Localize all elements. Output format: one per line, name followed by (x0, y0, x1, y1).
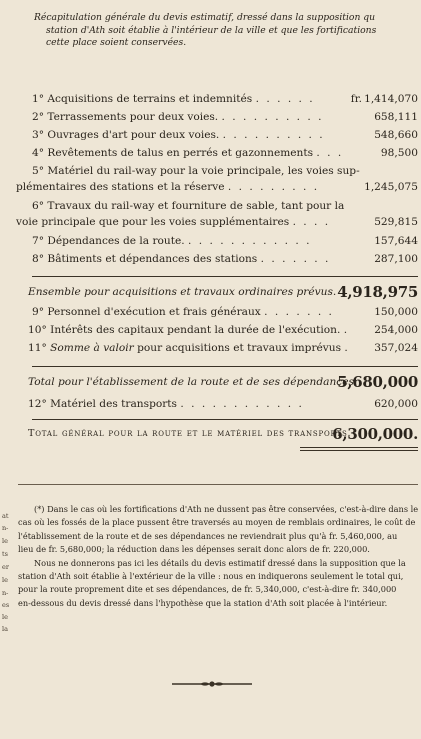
heading-line: cette place soient conservées. (46, 37, 187, 48)
cost-row (16, 252, 418, 267)
heading-line: station d'Ath soit établie à l'intérieur de la ville et que les fortifications (46, 24, 377, 36)
grand-total-value: 6,300,000. (332, 425, 418, 443)
footnote-line: lieu de fr. 5,680,000; la réduction dans les dépenses serait donc alors de fr. 220,000. (18, 544, 370, 555)
currency-label: fr. (350, 93, 362, 105)
subtotal-label: Ensemble pour acquisitions et travaux ordinaires prévus. (28, 286, 337, 298)
margin-mark: es (2, 601, 10, 609)
leader-dots: . . . . . . . . . . . . (180, 398, 304, 410)
cost-row (16, 92, 418, 107)
row-label: 12° Matériel des transports (28, 398, 177, 410)
divider (32, 276, 418, 277)
footnote-line: cas où les fossés de la place pussent être traversés au moyen de remblais ordinaires, le coût de (18, 517, 416, 528)
row-label: 4° Revêtements de talus en perrés et gazonnements (32, 147, 314, 159)
row-label: 1° Acquisitions de terrains et indemnités (32, 93, 253, 105)
row-value: 157,644 (374, 235, 418, 247)
margin-mark: n- (2, 589, 9, 597)
leader-dots: . . . . . . . . . . (222, 129, 325, 141)
row-label: 8° Bâtiments et dépendances des stations (32, 253, 258, 265)
row-label: 5° Matériel du rail-way pour la voie principale, les voies sup- (32, 165, 360, 177)
margin-mark: at (2, 512, 9, 520)
footnote-line: pour la route proprement dite et ses dépendances, de fr. 5,340,000, c'est-à-dire fr. 340,000 (18, 584, 397, 595)
margin-mark: ts (2, 550, 8, 558)
leader-dots: . . . . . . . . . . . . (188, 235, 312, 247)
leader-dots: . . . . (292, 216, 331, 228)
row-label: 3° Ouvrages d'art pour deux voies. (32, 129, 220, 141)
footnote-line: (*) Dans le cas où les fortifications d'Ath ne dussent pas être conservées, c'est-à-dire dans le (34, 504, 418, 514)
cost-row (16, 180, 418, 195)
margin-mark: n- (2, 524, 9, 532)
footnote-line: l'établissement de la route et de ses dépendances ne reviendrait plus qu'à fr. 5,460,000, au (18, 530, 398, 541)
footnotes (18, 503, 418, 610)
cost-row (16, 110, 418, 125)
heading-line: Récapitulation générale du devis estimatif, dressé dans la supposition qu (34, 12, 376, 23)
footnote-divider (18, 484, 418, 485)
cost-row (16, 397, 418, 412)
grand-total-label: Total général pour la route et le matériel des transports. (28, 428, 352, 439)
row-value: 357,024 (374, 342, 418, 354)
margin-mark: le (2, 576, 8, 584)
row-label: voie principale que pour les voies supplémentaires (16, 216, 290, 228)
row-value: 287,100 (374, 253, 418, 265)
row-label: 10° Intérêts des capitaux pendant la durée de l'exécution. (28, 324, 341, 336)
margin-mark: la (2, 625, 8, 633)
row-label-suffix: pour acquisitions et travaux imprévus (137, 342, 342, 354)
cost-row (16, 146, 418, 161)
leader-dots: . . . . . . . . . (227, 181, 320, 193)
cost-row (16, 164, 418, 179)
margin-mark: er (2, 563, 9, 571)
subtotal-value: 5,680,000 (337, 373, 418, 391)
margin-mark: le (2, 613, 8, 621)
row-value: 548,660 (374, 129, 418, 141)
divider (32, 419, 418, 420)
subtotal-row (16, 372, 418, 392)
leader-dots: . . . . . . . (264, 306, 334, 318)
subtotal-label: Total pour l'établissement de la route et de ses dépendances. (28, 376, 358, 388)
row-value: 1,414,070 (364, 93, 418, 105)
row-label-prefix: 11° (28, 342, 47, 354)
row-label: 9° Personnel d'exécution et frais généraux (32, 306, 261, 318)
row-value: 150,000 (374, 306, 418, 318)
cost-row (16, 199, 418, 214)
subtotal-value: 4,918,975 (337, 283, 418, 301)
footnote-line: station d'Ath soit établie à l'extérieur de la ville : nous en indiquerons seulement le total qui, (18, 571, 404, 582)
row-label-italic: Somme à valoir (50, 342, 134, 354)
leader-dots: . . . . . . . (260, 253, 331, 265)
leader-dots: . . . (316, 147, 344, 159)
cost-row (16, 128, 418, 143)
cost-row (16, 341, 418, 356)
row-value: 529,815 (374, 216, 418, 228)
row-label: 6° Travaux du rail-way et fourniture de sable, tant pour la (32, 200, 345, 212)
footnote-line: en-dessous du devis dressé dans l'hypothèse que la station d'Ath soit placée à l'intérieur. (18, 597, 388, 608)
row-value: 98,500 (380, 147, 418, 159)
ornament-divider (172, 680, 252, 688)
grand-total-row (16, 424, 418, 444)
row-value: 620,000 (374, 398, 418, 410)
cost-row (16, 234, 418, 249)
total-underline (300, 450, 418, 451)
leader-dots: . (344, 342, 350, 354)
leader-dots: . . . . . . . . . . (221, 111, 324, 123)
row-label: 7° Dépendances de la route. (32, 235, 185, 247)
row-label: plémentaires des stations et la réserve (16, 181, 225, 193)
row-label: 2° Terrassements pour deux voies. (32, 111, 219, 123)
row-value: 1,245,075 (364, 181, 418, 193)
subtotal-row (16, 283, 418, 302)
leader-dots: . . . . . . (255, 93, 315, 105)
cost-row (16, 215, 418, 230)
cost-row (16, 305, 418, 320)
row-value: 658,111 (374, 111, 418, 123)
total-underline (300, 447, 418, 448)
cost-row (16, 323, 418, 338)
footnote-line: Nous ne donnerons pas ici les détails du devis estimatif dressé dans la supposition que la (34, 557, 406, 568)
divider (32, 366, 418, 367)
leader-dots: . (343, 324, 350, 336)
row-value: 254,000 (374, 324, 418, 336)
margin-mark: le (2, 537, 8, 545)
recap-heading (34, 12, 418, 50)
